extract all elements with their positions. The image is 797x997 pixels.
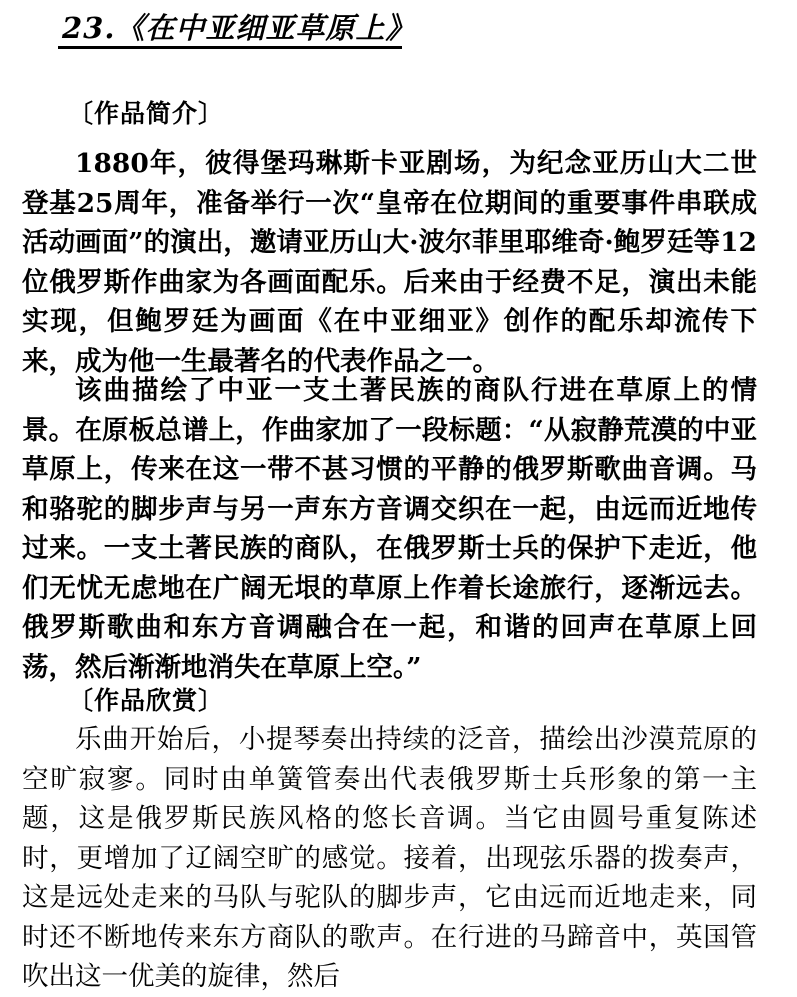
title-underline bbox=[58, 46, 402, 49]
appreciation-paragraph-1: 乐曲开始后，小提琴奏出持续的泛音，描绘出沙漠荒原的空旷寂寥。同时由单簧管奏出代表俄罗斯士兵形象的第一主题，这是俄罗斯民族风格的悠长音调。当它由圆号重复陈述时，更增加了辽阔空旷的感觉。接着，出现弦乐器的拨奏声，这是远处走来的马队与驼队的脚步声，它由远而近地走来，同时还不断地传来东方商队的歌声。在行进的马蹄音中，英国管吹出这一优美的旋律，然后 bbox=[22, 724, 757, 992]
intro-paragraph-2: 该曲描绘了中亚一支土著民族的商队行进在草原上的情景。在原板总谱上，作曲家加了一段标题：“从寂静荒漠的中亚草原上，传来在这一带不甚习惯的平静的俄罗斯歌曲音调。马和骆驼的脚步声与另一声东方音调交织在一起，由远而近地传过来。一支土著民族的商队，在俄罗斯士兵的保护下走近，他们无忧无虑地在广阔无垠的草原上作着长途旅行，逐渐远去。俄罗斯歌曲和东方音调融合在一起，和谐的回声在草原上回荡，然后渐渐地消失在草原上空。” bbox=[22, 375, 757, 683]
intro-paragraph-1: 1880年，彼得堡玛琳斯卡亚剧场，为纪念亚历山大二世登基25周年，准备举行一次“皇帝在位期间的重要事件串联成活动画面”的演出，邀请亚历山大·波尔菲里耶维奇·鲍罗廷等12位俄罗斯作曲家为各画面配乐。后来由于经费不足，演出未能实现，但鲍罗廷为画面《在中亚细亚》创作的配乐却流传下来，成为他一生最著名的代表作品之一。 bbox=[22, 148, 757, 377]
article-title: 23.《在中亚细亚草原上》 bbox=[62, 11, 416, 45]
intro-heading: 〔作品简介〕 bbox=[68, 99, 225, 128]
appreciation-heading: 〔作品欣赏〕 bbox=[68, 686, 225, 715]
